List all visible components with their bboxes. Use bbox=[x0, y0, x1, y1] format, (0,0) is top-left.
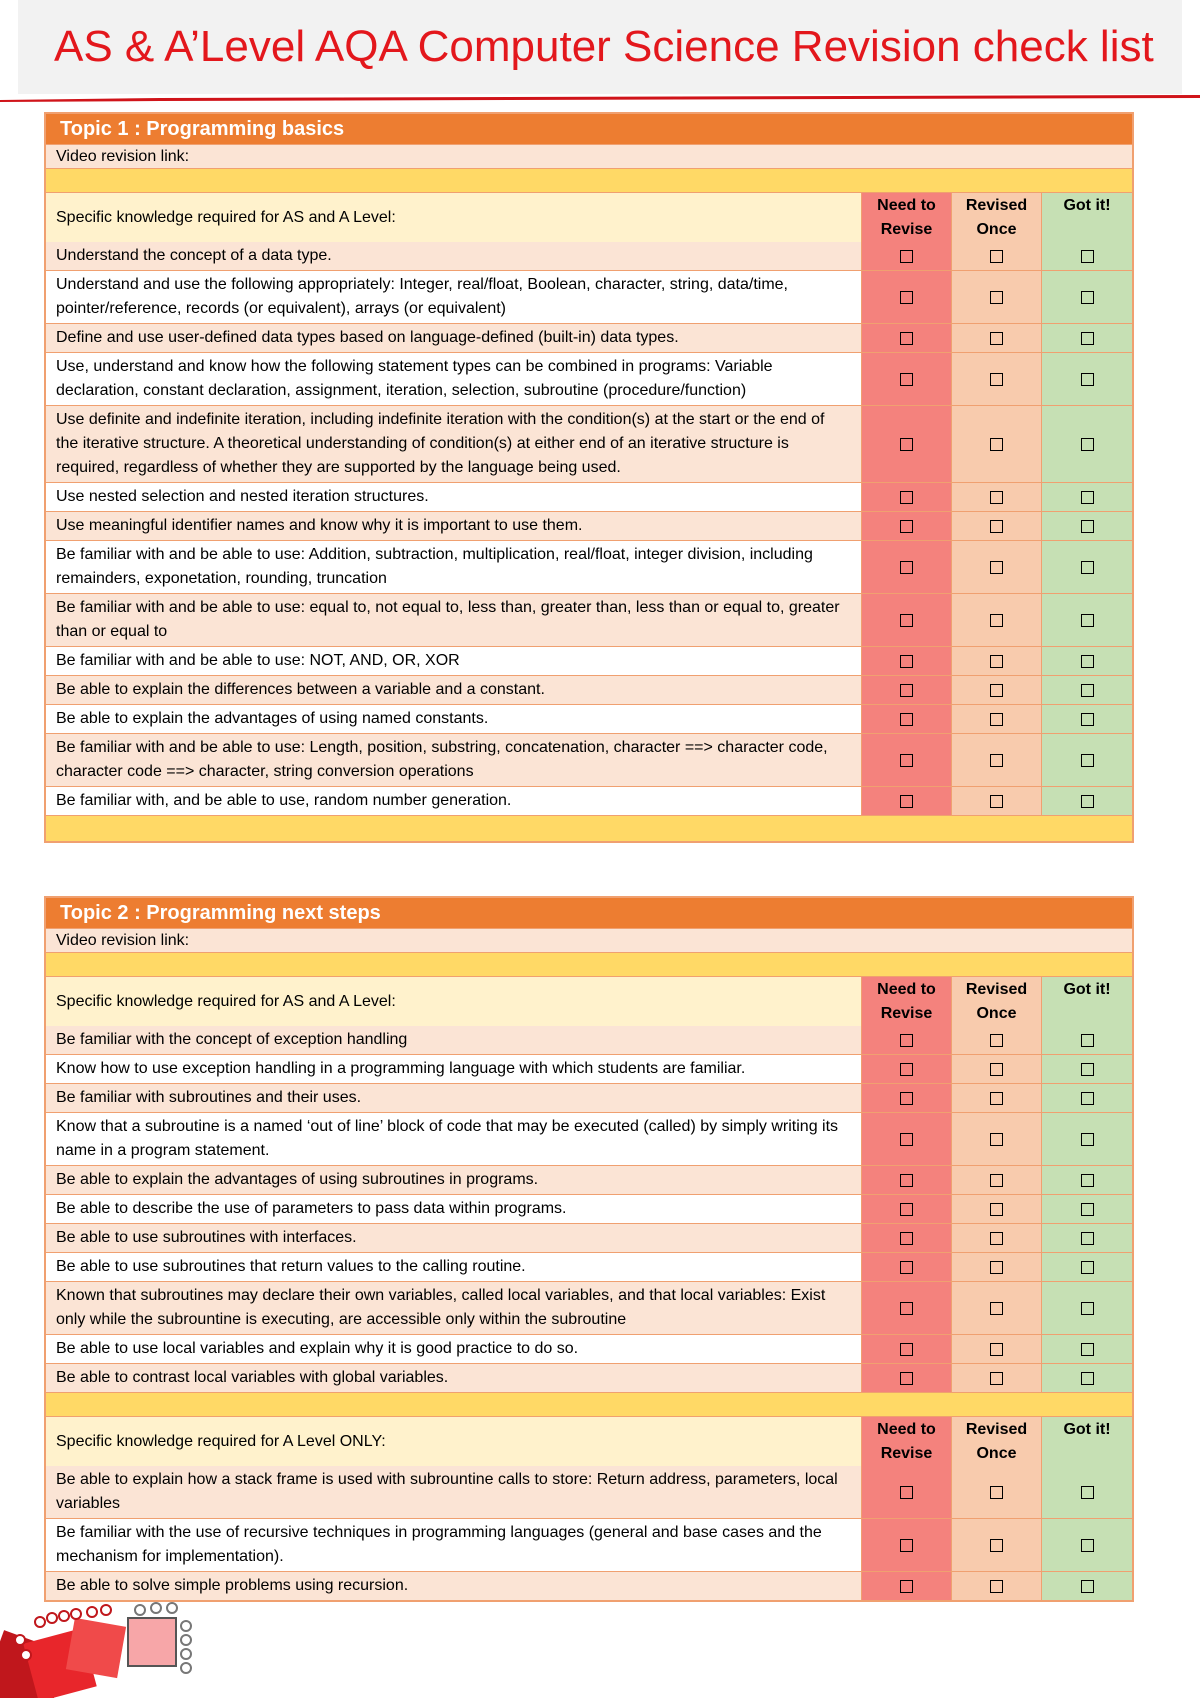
checklist-row bbox=[46, 1026, 1132, 1054]
got-it-checkbox[interactable] bbox=[1081, 1343, 1094, 1356]
item-text: Be familiar with the use of recursive techniques in programming languages (general and base cases and the mechanism for implementation). bbox=[46, 1519, 862, 1571]
checklist-row bbox=[46, 1363, 1132, 1392]
col-got-it: Got it! bbox=[1042, 193, 1132, 242]
need-to-revise-checkbox[interactable] bbox=[900, 655, 913, 668]
got-it-checkbox[interactable] bbox=[1081, 520, 1094, 533]
section-heading: Specific knowledge required for AS and A Level: bbox=[46, 977, 862, 1026]
got-it-checkbox[interactable] bbox=[1081, 1372, 1094, 1385]
revised-once-checkbox[interactable] bbox=[990, 1302, 1003, 1315]
got-it-checkbox[interactable] bbox=[1081, 332, 1094, 345]
got-it-checkbox[interactable] bbox=[1081, 1486, 1094, 1499]
item-text: Be familiar with and be able to use: Addition, subtraction, multiplication, real/float, integer division, including remainders, exponetation, rounding, truncation bbox=[46, 541, 862, 593]
item-text: Be able to explain how a stack frame is used with subrountine calls to store: Return address, parameters, local variables bbox=[46, 1466, 862, 1518]
video-link-label: Video revision link: bbox=[46, 928, 1132, 952]
col-need-to-revise: Need to Revise bbox=[862, 193, 952, 242]
page-title: AS & A’Level AQA Computer Science Revision check list bbox=[54, 22, 1154, 71]
col-got-it: Got it! bbox=[1042, 1417, 1132, 1466]
checklist-row bbox=[46, 1054, 1132, 1083]
got-it-checkbox[interactable] bbox=[1081, 1034, 1094, 1047]
section-header-row bbox=[46, 192, 1132, 242]
revised-once-checkbox[interactable] bbox=[990, 1372, 1003, 1385]
section-heading: Specific knowledge required for AS and A Level: bbox=[46, 193, 862, 242]
revised-once-checkbox[interactable] bbox=[990, 614, 1003, 627]
need-to-revise-checkbox[interactable] bbox=[900, 291, 913, 304]
need-to-revise-checkbox[interactable] bbox=[900, 1580, 913, 1593]
col-need-to-revise: Need to Revise bbox=[862, 1417, 952, 1466]
need-to-revise-checkbox[interactable] bbox=[900, 1486, 913, 1499]
need-to-revise-checkbox[interactable] bbox=[900, 614, 913, 627]
checklist-row bbox=[46, 1083, 1132, 1112]
revised-once-checkbox[interactable] bbox=[990, 1539, 1003, 1552]
checklist-row bbox=[46, 1165, 1132, 1194]
checklist-row bbox=[46, 704, 1132, 733]
title-banner bbox=[18, 0, 1182, 94]
checklist-row bbox=[46, 1571, 1132, 1600]
revised-once-checkbox[interactable] bbox=[990, 332, 1003, 345]
revised-once-checkbox[interactable] bbox=[990, 1034, 1003, 1047]
item-text: Use nested selection and nested iteration structures. bbox=[46, 483, 862, 511]
got-it-checkbox[interactable] bbox=[1081, 1539, 1094, 1552]
need-to-revise-checkbox[interactable] bbox=[900, 332, 913, 345]
checklist-row bbox=[46, 1281, 1132, 1334]
topic-2-table bbox=[44, 896, 1134, 1602]
spacer-row bbox=[46, 168, 1132, 192]
revised-once-checkbox[interactable] bbox=[990, 655, 1003, 668]
item-text: Be familiar with the concept of exception handling bbox=[46, 1026, 862, 1054]
got-it-checkbox[interactable] bbox=[1081, 373, 1094, 386]
need-to-revise-checkbox[interactable] bbox=[900, 1539, 913, 1552]
revised-once-checkbox[interactable] bbox=[990, 1133, 1003, 1146]
got-it-checkbox[interactable] bbox=[1081, 684, 1094, 697]
checklist-row bbox=[46, 511, 1132, 540]
item-text: Be able to use subroutines that return values to the calling routine. bbox=[46, 1253, 862, 1281]
revised-once-checkbox[interactable] bbox=[990, 1232, 1003, 1245]
got-it-checkbox[interactable] bbox=[1081, 614, 1094, 627]
checklist-row bbox=[46, 323, 1132, 352]
topic-1-table bbox=[44, 112, 1134, 843]
item-text: Be able to solve simple problems using recursion. bbox=[46, 1572, 862, 1600]
item-list bbox=[46, 1026, 1132, 1392]
got-it-checkbox[interactable] bbox=[1081, 250, 1094, 263]
revised-once-checkbox[interactable] bbox=[990, 795, 1003, 808]
revised-once-checkbox[interactable] bbox=[990, 1092, 1003, 1105]
revised-once-checkbox[interactable] bbox=[990, 1063, 1003, 1076]
section-heading: Specific knowledge required for A Level ONLY: bbox=[46, 1417, 862, 1466]
checklist-row bbox=[46, 270, 1132, 323]
checklist-row bbox=[46, 352, 1132, 405]
section-header-row bbox=[46, 976, 1132, 1026]
checklist-row bbox=[46, 675, 1132, 704]
need-to-revise-checkbox[interactable] bbox=[900, 795, 913, 808]
got-it-checkbox[interactable] bbox=[1081, 1261, 1094, 1274]
topic-1-title: Topic 1 : Programming basics bbox=[46, 114, 1132, 144]
col-got-it: Got it! bbox=[1042, 977, 1132, 1026]
got-it-checkbox[interactable] bbox=[1081, 1133, 1094, 1146]
col-revised-once: Revised Once bbox=[952, 977, 1042, 1026]
spacer-row bbox=[46, 1392, 1132, 1416]
checklist-row bbox=[46, 1334, 1132, 1363]
item-text: Be able to describe the use of parameters to pass data within programs. bbox=[46, 1195, 862, 1223]
checklist-row bbox=[46, 646, 1132, 675]
need-to-revise-checkbox[interactable] bbox=[900, 1063, 913, 1076]
need-to-revise-checkbox[interactable] bbox=[900, 438, 913, 451]
got-it-checkbox[interactable] bbox=[1081, 438, 1094, 451]
item-text: Be familiar with, and be able to use, random number generation. bbox=[46, 787, 862, 815]
section-header-row-a-level bbox=[46, 1416, 1132, 1466]
spacer-row bbox=[46, 815, 1132, 841]
need-to-revise-checkbox[interactable] bbox=[900, 1203, 913, 1216]
got-it-checkbox[interactable] bbox=[1081, 291, 1094, 304]
got-it-checkbox[interactable] bbox=[1081, 1580, 1094, 1593]
checklist-row bbox=[46, 1112, 1132, 1165]
item-text: Be able to explain the differences between a variable and a constant. bbox=[46, 676, 862, 704]
item-list bbox=[46, 242, 1132, 815]
got-it-checkbox[interactable] bbox=[1081, 713, 1094, 726]
checklist-row bbox=[46, 593, 1132, 646]
need-to-revise-checkbox[interactable] bbox=[900, 491, 913, 504]
item-text: Be able to use local variables and explain why it is good practice to do so. bbox=[46, 1335, 862, 1363]
got-it-checkbox[interactable] bbox=[1081, 1232, 1094, 1245]
revised-once-checkbox[interactable] bbox=[990, 1203, 1003, 1216]
revised-once-checkbox[interactable] bbox=[990, 520, 1003, 533]
need-to-revise-checkbox[interactable] bbox=[900, 1232, 913, 1245]
need-to-revise-checkbox[interactable] bbox=[900, 520, 913, 533]
item-text: Be familiar with and be able to use: Length, position, substring, concatenation, character ==> character code, character code ==> character, string conversion operations bbox=[46, 734, 862, 786]
item-text: Use definite and indefinite iteration, including indefinite iteration with the condition(s) at the start or the end of the iterative structure. A theoretical understanding of condition(s) at either end of an iterative structure is required, regardless of whether they are supported by the language being used. bbox=[46, 406, 862, 482]
revised-once-checkbox[interactable] bbox=[990, 1261, 1003, 1274]
need-to-revise-checkbox[interactable] bbox=[900, 250, 913, 263]
got-it-checkbox[interactable] bbox=[1081, 491, 1094, 504]
circuit-chip-decoration bbox=[0, 1600, 200, 1698]
need-to-revise-checkbox[interactable] bbox=[900, 1343, 913, 1356]
got-it-checkbox[interactable] bbox=[1081, 1063, 1094, 1076]
item-text: Be familiar with subroutines and their uses. bbox=[46, 1084, 862, 1112]
got-it-checkbox[interactable] bbox=[1081, 561, 1094, 574]
item-text: Be able to use subroutines with interfaces. bbox=[46, 1224, 862, 1252]
got-it-checkbox[interactable] bbox=[1081, 1302, 1094, 1315]
item-text: Understand the concept of a data type. bbox=[46, 242, 862, 270]
item-text: Understand and use the following appropriately: Integer, real/float, Boolean, character, string, data/time, pointer/reference, records (or equivalent), arrays (or equivalent) bbox=[46, 271, 862, 323]
col-revised-once: Revised Once bbox=[952, 1417, 1042, 1466]
revised-once-checkbox[interactable] bbox=[990, 684, 1003, 697]
revised-once-checkbox[interactable] bbox=[990, 373, 1003, 386]
item-text: Know how to use exception handling in a programming language with which students are familiar. bbox=[46, 1055, 862, 1083]
need-to-revise-checkbox[interactable] bbox=[900, 1372, 913, 1385]
spacer-row bbox=[46, 952, 1132, 976]
item-text: Know that a subroutine is a named ‘out of line’ block of code that may be executed (called) by simply writing its name in a program statement. bbox=[46, 1113, 862, 1165]
checklist-row bbox=[46, 405, 1132, 482]
need-to-revise-checkbox[interactable] bbox=[900, 1302, 913, 1315]
need-to-revise-checkbox[interactable] bbox=[900, 1174, 913, 1187]
checklist-row bbox=[46, 1223, 1132, 1252]
topic-2-title: Topic 2 : Programming next steps bbox=[46, 898, 1132, 928]
checklist-row bbox=[46, 733, 1132, 786]
col-revised-once: Revised Once bbox=[952, 193, 1042, 242]
checklist-row bbox=[46, 1518, 1132, 1571]
need-to-revise-checkbox[interactable] bbox=[900, 1133, 913, 1146]
need-to-revise-checkbox[interactable] bbox=[900, 373, 913, 386]
got-it-checkbox[interactable] bbox=[1081, 655, 1094, 668]
revised-once-checkbox[interactable] bbox=[990, 491, 1003, 504]
revised-once-checkbox[interactable] bbox=[990, 438, 1003, 451]
got-it-checkbox[interactable] bbox=[1081, 795, 1094, 808]
need-to-revise-checkbox[interactable] bbox=[900, 684, 913, 697]
item-text: Use meaningful identifier names and know why it is important to use them. bbox=[46, 512, 862, 540]
item-text: Be able to explain the advantages of using subroutines in programs. bbox=[46, 1166, 862, 1194]
checklist-row bbox=[46, 482, 1132, 511]
video-link-label: Video revision link: bbox=[46, 144, 1132, 168]
need-to-revise-checkbox[interactable] bbox=[900, 1034, 913, 1047]
item-text: Be familiar with and be able to use: NOT, AND, OR, XOR bbox=[46, 647, 862, 675]
checklist-row bbox=[46, 540, 1132, 593]
checklist-row bbox=[46, 786, 1132, 815]
got-it-checkbox[interactable] bbox=[1081, 1203, 1094, 1216]
got-it-checkbox[interactable] bbox=[1081, 1092, 1094, 1105]
revised-once-checkbox[interactable] bbox=[990, 1343, 1003, 1356]
need-to-revise-checkbox[interactable] bbox=[900, 713, 913, 726]
revised-once-checkbox[interactable] bbox=[990, 250, 1003, 263]
checklist-row bbox=[46, 1194, 1132, 1223]
need-to-revise-checkbox[interactable] bbox=[900, 561, 913, 574]
revised-once-checkbox[interactable] bbox=[990, 713, 1003, 726]
revised-once-checkbox[interactable] bbox=[990, 1174, 1003, 1187]
checklist-row bbox=[46, 1466, 1132, 1518]
title-underline bbox=[0, 94, 1200, 102]
need-to-revise-checkbox[interactable] bbox=[900, 1261, 913, 1274]
item-text: Be able to explain the advantages of using named constants. bbox=[46, 705, 862, 733]
item-list bbox=[46, 1466, 1132, 1600]
got-it-checkbox[interactable] bbox=[1081, 754, 1094, 767]
checklist-row bbox=[46, 242, 1132, 270]
item-text: Known that subroutines may declare their own variables, called local variables, and that local variables: Exist only while the subrountine is executing, are accessible only within the subroutine bbox=[46, 1282, 862, 1334]
need-to-revise-checkbox[interactable] bbox=[900, 1092, 913, 1105]
col-need-to-revise: Need to Revise bbox=[862, 977, 952, 1026]
revised-once-checkbox[interactable] bbox=[990, 291, 1003, 304]
need-to-revise-checkbox[interactable] bbox=[900, 754, 913, 767]
revised-once-checkbox[interactable] bbox=[990, 754, 1003, 767]
got-it-checkbox[interactable] bbox=[1081, 1174, 1094, 1187]
revised-once-checkbox[interactable] bbox=[990, 561, 1003, 574]
revised-once-checkbox[interactable] bbox=[990, 1486, 1003, 1499]
revised-once-checkbox[interactable] bbox=[990, 1580, 1003, 1593]
item-text: Be able to contrast local variables with global variables. bbox=[46, 1364, 862, 1392]
item-text: Use, understand and know how the following statement types can be combined in programs: Variable declaration, constant declaration, assignment, iteration, selection, subroutine (procedure/function) bbox=[46, 353, 862, 405]
item-text: Define and use user-defined data types based on language-defined (built-in) data types. bbox=[46, 324, 862, 352]
item-text: Be familiar with and be able to use: equal to, not equal to, less than, greater than, less than or equal to, greater than or equal to bbox=[46, 594, 862, 646]
checklist-row bbox=[46, 1252, 1132, 1281]
